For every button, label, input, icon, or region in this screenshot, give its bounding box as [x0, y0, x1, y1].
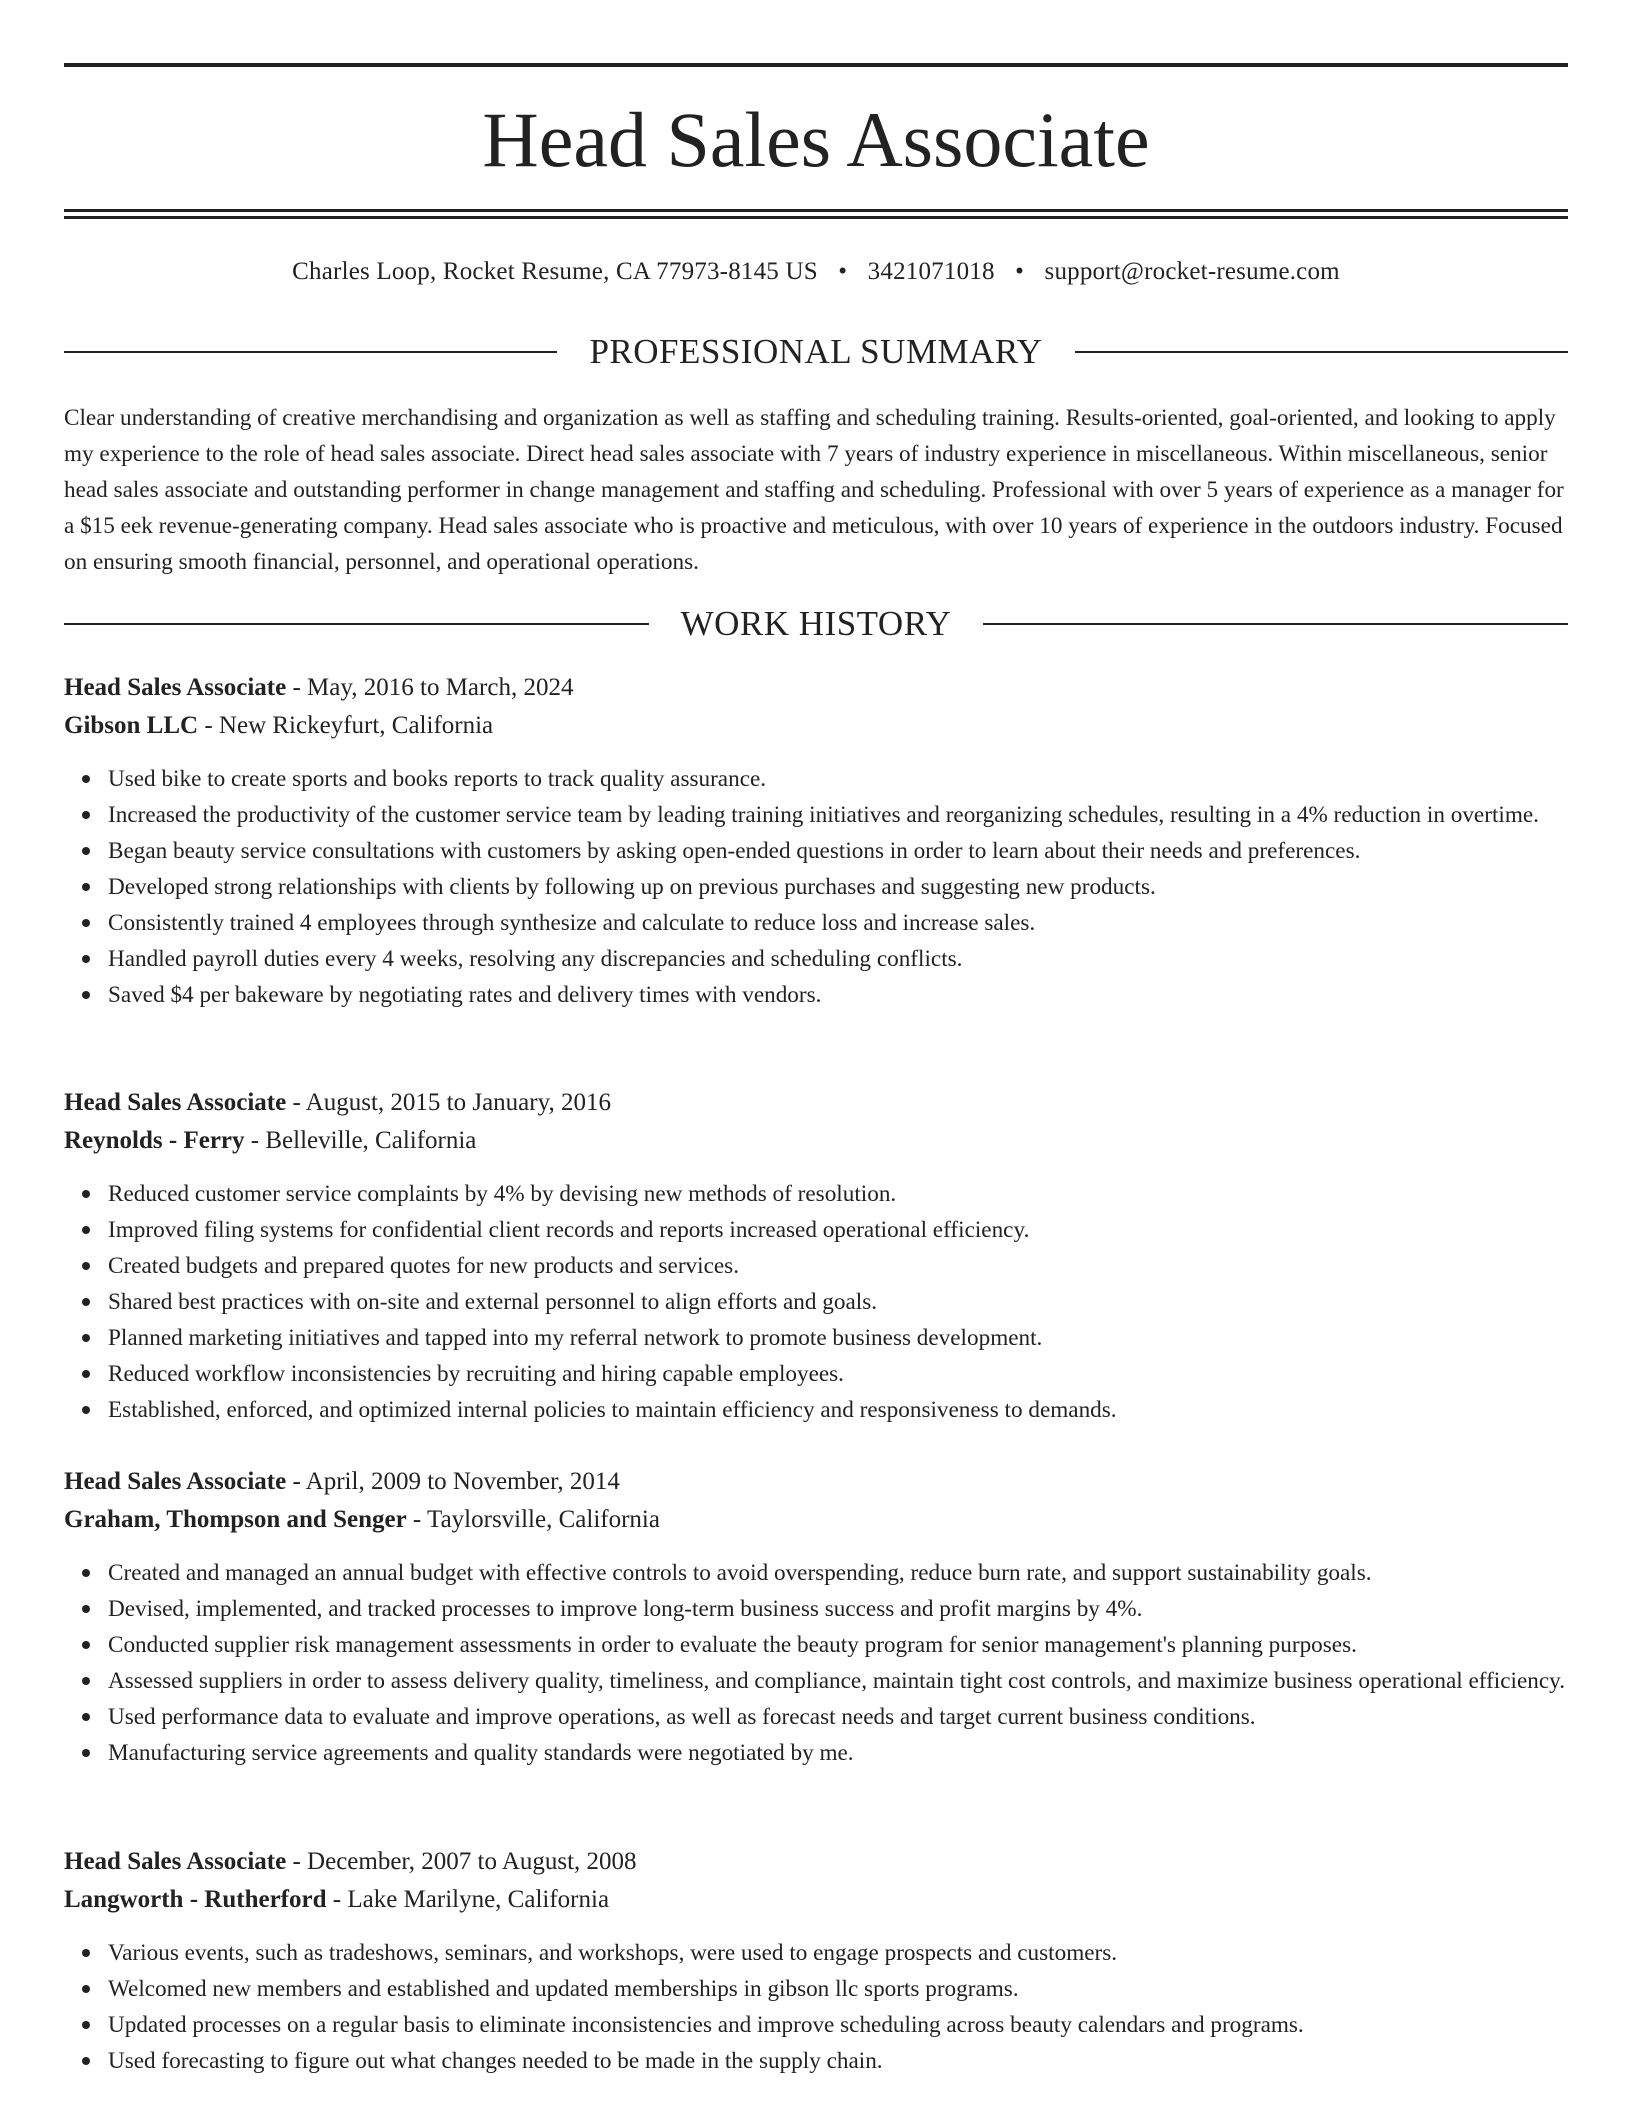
job-dates: May, 2016 to March, 2024	[307, 674, 574, 701]
contact-separator: •	[838, 258, 848, 285]
list-item: Conducted supplier risk management assessments in order to evaluate the beauty program for senior management's planning purposes.	[108, 1627, 1568, 1663]
job-entry	[64, 669, 1568, 1013]
header-bottom-rule-upper	[64, 209, 1568, 212]
job-company: Langworth - Rutherford	[64, 1886, 327, 1913]
job-bullet-list	[64, 1176, 1568, 1428]
list-item: Shared best practices with on-site and external personnel to align efforts and goals.	[108, 1284, 1568, 1320]
section-heading-label: PROFESSIONAL SUMMARY	[589, 332, 1043, 371]
job-location: Lake Marilyne, California	[347, 1886, 610, 1913]
job-title-line: Head Sales Associate - August, 2015 to January, 2016	[64, 1089, 611, 1116]
list-item: Consistently trained 4 employees through synthesize and calculate to reduce loss and increase sales.	[108, 905, 1568, 941]
list-item: Developed strong relationships with clients by following up on previous purchases and suggesting new products.	[108, 869, 1568, 905]
list-item: Manufacturing service agreements and quality standards were negotiated by me.	[108, 1735, 1568, 1771]
list-item: Updated processes on a regular basis to eliminate inconsistencies and improve scheduling across beauty calendars and programs.	[108, 2007, 1568, 2043]
section-divider-right	[1075, 351, 1568, 353]
contact-line	[64, 254, 1568, 290]
summary-text: Clear understanding of creative merchandising and organization as well as staffing and scheduling training. Results-oriented, goal-oriented, and looking to apply my experience to the role of head sales associate. Direct head sales associate with 7 years of industry experience in miscellaneous. Within miscellaneous, senior head sales associate and outstanding performer in change management and staffing and scheduling. Professional with over 5 years of experience as a manager for a $15 eek revenue-generating company. Head sales associate who is proactive and meticulous, with over 10 years of experience in the outdoors industry. Focused on ensuring smooth financial, personnel, and operational operations.	[64, 405, 1564, 575]
job-location: Taylorsville, California	[427, 1506, 660, 1533]
job-company: Graham, Thompson and Senger	[64, 1506, 407, 1533]
list-item: Used performance data to evaluate and improve operations, as well as forecast needs and target current business conditions.	[108, 1699, 1568, 1735]
job-company-line: Langworth - Rutherford - Lake Marilyne, California	[64, 1886, 610, 1913]
job-company-line: Graham, Thompson and Senger - Taylorsville, California	[64, 1506, 660, 1533]
job-location: New Rickeyfurt, California	[218, 712, 494, 739]
list-item: Handled payroll duties every 4 weeks, resolving any discrepancies and scheduling conflicts.	[108, 941, 1568, 977]
job-location: Belleville, California	[265, 1127, 477, 1154]
list-item: Reduced workflow inconsistencies by recruiting and hiring capable employees.	[108, 1356, 1568, 1392]
section-divider-left	[64, 351, 557, 353]
job-dates: April, 2009 to November, 2014	[305, 1468, 620, 1495]
job-company-line: Gibson LLC - New Rickeyfurt, California	[64, 712, 494, 739]
section-divider-left	[64, 623, 649, 625]
list-item: Devised, implemented, and tracked processes to improve long-term business success and profit margins by 4%.	[108, 1591, 1568, 1627]
section-heading-label: WORK HISTORY	[680, 604, 952, 643]
list-item: Saved $4 per bakeware by negotiating rates and delivery times with vendors.	[108, 977, 1568, 1013]
job-title-line: Head Sales Associate - April, 2009 to November, 2014	[64, 1468, 620, 1495]
work-history-section-heading	[64, 602, 1568, 646]
page-title: Head Sales Associate	[482, 96, 1150, 183]
job-title: Head Sales Associate	[64, 1468, 287, 1495]
job-company: Reynolds - Ferry	[64, 1127, 245, 1154]
job-title-line: Head Sales Associate - December, 2007 to August, 2008	[64, 1848, 637, 1875]
list-item: Used bike to create sports and books reports to track quality assurance.	[108, 761, 1568, 797]
job-title: Head Sales Associate	[64, 1089, 287, 1116]
section-divider-right	[983, 623, 1568, 625]
list-item: Used forecasting to figure out what changes needed to be made in the supply chain.	[108, 2043, 1568, 2079]
job-bullet-list	[64, 1555, 1568, 1771]
job-company: Gibson LLC	[64, 712, 199, 739]
contact-phone: 3421071018	[867, 258, 995, 285]
job-dates: August, 2015 to January, 2016	[305, 1089, 611, 1116]
contact-email[interactable]: support@rocket-resume.com	[1044, 258, 1340, 285]
list-item: Planned marketing initiatives and tapped into my referral network to promote business development.	[108, 1320, 1568, 1356]
job-company-line: Reynolds - Ferry - Belleville, California	[64, 1127, 477, 1154]
list-item: Established, enforced, and optimized internal policies to maintain efficiency and responsiveness to demands.	[108, 1392, 1568, 1428]
job-entry	[64, 1843, 1568, 2079]
list-item: Improved filing systems for confidential client records and reports increased operational efficiency.	[108, 1212, 1568, 1248]
job-title: Head Sales Associate	[64, 1848, 287, 1875]
list-item: Assessed suppliers in order to assess delivery quality, timeliness, and compliance, maintain tight cost controls, and maximize business operational efficiency.	[108, 1663, 1568, 1699]
list-item: Created and managed an annual budget with effective controls to avoid overspending, reduce burn rate, and support sustainability goals.	[108, 1555, 1568, 1591]
list-item: Began beauty service consultations with customers by asking open-ended questions in order to learn about their needs and preferences.	[108, 833, 1568, 869]
contact-separator: •	[1015, 258, 1025, 285]
job-title: Head Sales Associate	[64, 674, 287, 701]
job-title-line: Head Sales Associate - May, 2016 to March, 2024	[64, 674, 574, 701]
list-item: Reduced customer service complaints by 4% by devising new methods of resolution.	[108, 1176, 1568, 1212]
summary-section-heading	[64, 330, 1568, 374]
job-bullet-list	[64, 1935, 1568, 2079]
header-bottom-rule-lower	[64, 216, 1568, 219]
job-dates: December, 2007 to August, 2008	[307, 1848, 637, 1875]
job-entry	[64, 1463, 1568, 1771]
list-item: Created budgets and prepared quotes for new products and services.	[108, 1248, 1568, 1284]
job-bullet-list	[64, 761, 1568, 1013]
job-entry	[64, 1084, 1568, 1428]
contact-address: Charles Loop, Rocket Resume, CA 77973-8145 US	[292, 258, 818, 285]
list-item: Increased the productivity of the customer service team by leading training initiatives and reorganizing schedules, resulting in a 4% reduction in overtime.	[108, 797, 1568, 833]
list-item: Welcomed new members and established and updated memberships in gibson llc sports programs.	[108, 1971, 1568, 2007]
header-top-rule	[64, 63, 1568, 67]
list-item: Various events, such as tradeshows, seminars, and workshops, were used to engage prospects and customers.	[108, 1935, 1568, 1971]
